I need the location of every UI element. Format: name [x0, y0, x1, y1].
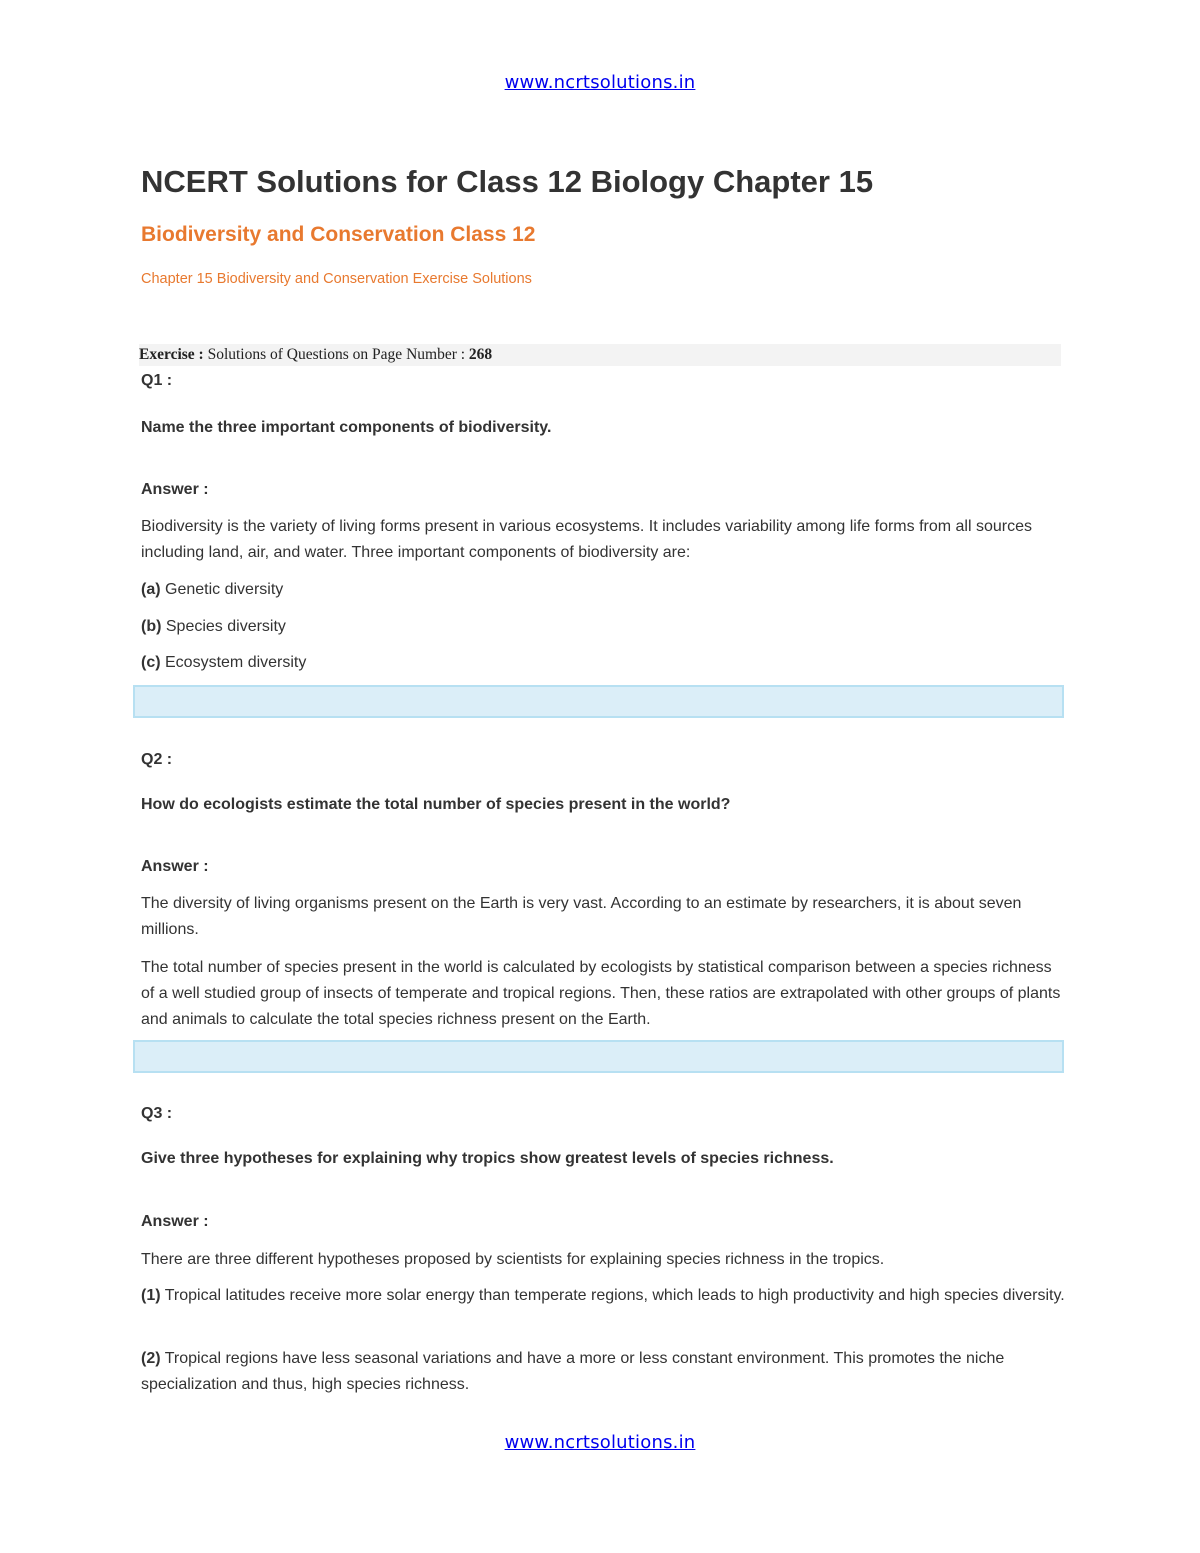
- header-site-link[interactable]: www.ncrtsolutions.in: [504, 72, 696, 93]
- exercise-bar: [139, 344, 1061, 366]
- question-text: Give three hypotheses for explaining why tropics show greatest levels of species richness.: [141, 1150, 834, 1167]
- list-item-text: Genetic diversity: [160, 581, 284, 598]
- answer-label: Answer :: [141, 858, 209, 875]
- answer-list-item: [141, 581, 283, 599]
- answer-paragraph: The total number of species present in the world is calculated by ecologists by statistical comparison between a species richness of a well studied group of insects of temperate and tropical regions. Then, these ratios are extrapolated with other groups of plants and animals to calculate the total species richness present on the Earth.: [141, 959, 1061, 1028]
- answer-list-item: [141, 654, 306, 672]
- answer-label: Answer :: [141, 1213, 209, 1230]
- list-item-text: Tropical latitudes receive more solar energy than temperate regions, which leads to high productivity and high species diversity.: [160, 1287, 1065, 1304]
- answer-paragraph: Biodiversity is the variety of living forms present in various ecosystems. It includes variability among life forms from all sources including land, air, and water. Three important components of biodiversity are:: [141, 518, 1032, 561]
- chapter-subtitle: Chapter 15 Biodiversity and Conservation Exercise Solutions: [141, 271, 532, 287]
- list-item-text: Ecosystem diversity: [160, 654, 307, 671]
- exercise-label: Exercise :: [139, 346, 204, 363]
- list-marker: (c): [141, 654, 161, 671]
- answer-label: Answer :: [141, 481, 209, 498]
- separator-box: [133, 1040, 1064, 1073]
- question-label: Q2 :: [141, 751, 173, 768]
- answer-paragraph: The diversity of living organisms present on the Earth is very vast. According to an estimate by researchers, it is about seven millions.: [141, 895, 1022, 938]
- answer-paragraph: There are three different hypotheses proposed by scientists for explaining species richness in the tropics.: [141, 1251, 885, 1268]
- list-item-text: Species diversity: [161, 618, 286, 635]
- separator-box: [133, 685, 1064, 718]
- question-text: Name the three important components of biodiversity.: [141, 419, 552, 436]
- answer-list-item: [141, 1346, 1066, 1398]
- exercise-page-number: 268: [468, 346, 493, 363]
- list-item-text: Tropical regions have less seasonal variations and have a more or less constant environment. This promotes the niche specialization and thus, high species richness.: [141, 1350, 1005, 1393]
- exercise-text: Solutions of Questions on Page Number :: [203, 346, 469, 363]
- footer-site-link[interactable]: www.ncrtsolutions.in: [504, 1432, 696, 1453]
- question-label: Q3 :: [141, 1105, 173, 1122]
- list-marker: (a): [141, 581, 161, 598]
- page-title: NCERT Solutions for Class 12 Biology Chapter 15: [141, 164, 874, 199]
- answer-list-item: [141, 618, 286, 636]
- page-subtitle: Biodiversity and Conservation Class 12: [141, 223, 536, 246]
- question-text: How do ecologists estimate the total number of species present in the world?: [141, 796, 731, 813]
- list-marker: (1): [141, 1287, 161, 1304]
- list-marker: (2): [141, 1350, 161, 1367]
- list-marker: (b): [141, 618, 162, 635]
- answer-list-item: [141, 1283, 1066, 1309]
- question-label: Q1 :: [141, 372, 173, 389]
